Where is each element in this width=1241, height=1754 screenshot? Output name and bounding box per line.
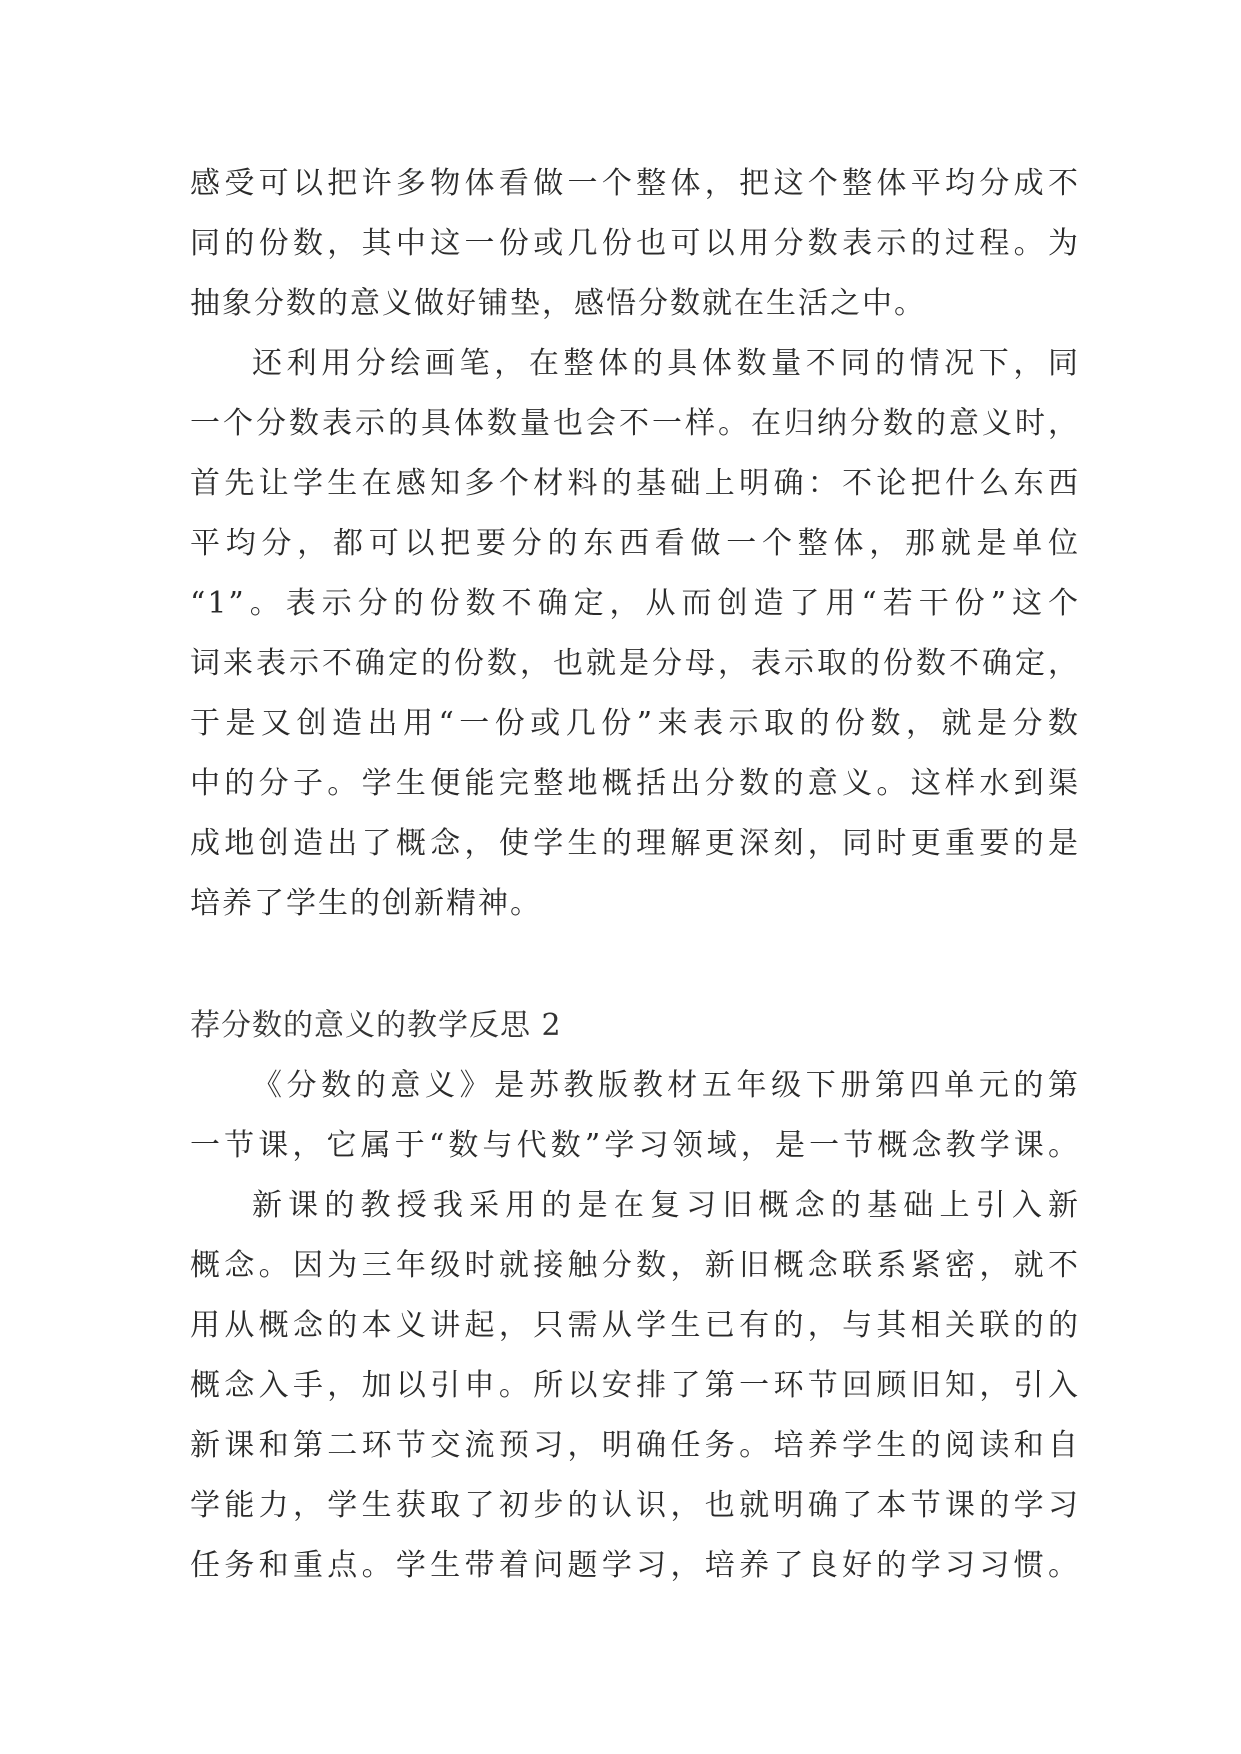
text-line: 一个分数表示的具体数量也会不一样。在归纳分数的意义时， bbox=[190, 406, 1080, 441]
text-line: 首先让学生在感知多个材料的基础上明确：不论把什么东西 bbox=[190, 466, 1080, 501]
text-line: 培养了学生的创新精神。 bbox=[190, 886, 542, 921]
text-line: 中的分子。学生便能完整地概括出分数的意义。这样水到渠 bbox=[190, 766, 1080, 801]
paragraph-summary bbox=[190, 334, 1080, 934]
document-body bbox=[190, 154, 1080, 1596]
text-line: 概念入手，加以引申。所以安排了第一环节回顾旧知，引入 bbox=[190, 1368, 1080, 1403]
text-line: 新课的教授我采用的是在复习旧概念的基础上引入新 bbox=[252, 1188, 1080, 1223]
text-line: 学能力，学生获取了初步的认识，也就明确了本节课的学习 bbox=[190, 1488, 1080, 1523]
section-heading: 荐分数的意义的教学反思 2 bbox=[190, 1008, 562, 1043]
text-line: 用从概念的本义讲起，只需从学生已有的，与其相关联的的 bbox=[190, 1308, 1080, 1343]
text-line: 任务和重点。学生带着问题学习，培养了良好的学习习惯。 bbox=[190, 1548, 1080, 1583]
section-gap bbox=[190, 934, 1080, 996]
text-line: 概念。因为三年级时就接触分数，新旧概念联系紧密，就不 bbox=[190, 1248, 1080, 1283]
text-line: 抽象分数的意义做好铺垫，感悟分数就在生活之中。 bbox=[190, 286, 926, 321]
paragraph-method bbox=[190, 1176, 1080, 1596]
paragraph-continued bbox=[190, 154, 1080, 334]
text-line: 于是又创造出用“一份或几份”来表示取的份数，就是分数 bbox=[190, 706, 1080, 741]
text-line: 还利用分绘画笔，在整体的具体数量不同的情况下，同 bbox=[252, 346, 1080, 381]
text-line: 感受可以把许多物体看做一个整体，把这个整体平均分成不 bbox=[190, 166, 1080, 201]
text-line: 成地创造出了概念，使学生的理解更深刻，同时更重要的是 bbox=[190, 826, 1080, 861]
text-line: 词来表示不确定的份数，也就是分母，表示取的份数不确定， bbox=[190, 646, 1080, 681]
paragraph-intro bbox=[190, 1056, 1080, 1176]
text-line: “1”。表示分的份数不确定，从而创造了用“若干份”这个 bbox=[190, 586, 1080, 621]
text-line: 平均分，都可以把要分的东西看做一个整体，那就是单位 bbox=[190, 526, 1080, 561]
text-line: 《分数的意义》是苏教版教材五年级下册第四单元的第 bbox=[252, 1068, 1080, 1103]
text-line: 同的份数，其中这一份或几份也可以用分数表示的过程。为 bbox=[190, 226, 1080, 261]
text-line: 新课和第二环节交流预习，明确任务。培养学生的阅读和自 bbox=[190, 1428, 1080, 1463]
text-line: 一节课，它属于“数与代数”学习领域，是一节概念教学课。 bbox=[190, 1128, 1080, 1163]
